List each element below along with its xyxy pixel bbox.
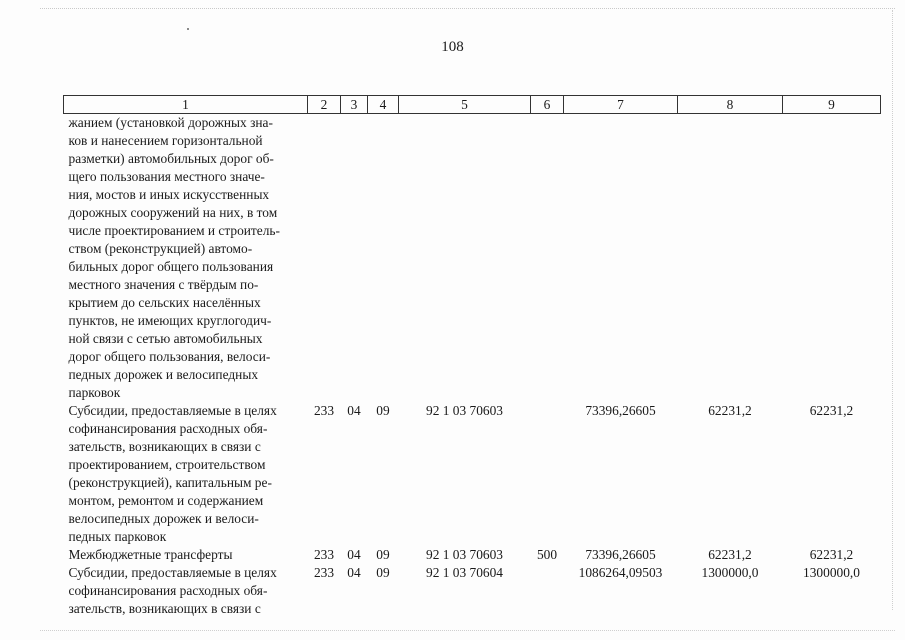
cell-subsection: 09 [376, 403, 390, 418]
row-description: Субсидии, предоставляемые в целях софинансирования расходных обя- зательств, возникающих в связи с [68, 565, 277, 616]
budget-table [63, 95, 881, 618]
row-description: жанием (установкой дорожных зна- ков и нанесением горизонтальной разметки) автомобильных дорог об- щего пользования местного значе- ния, мостов и иных искусственных дорожных сооружений на них, в том числе проектированием и строитель- ством (реконструкцией) автомо- бильных дорог общего пользования местного значения с твёрдым по- крытием до сельских населённых пунктов, не имеющих круглогодич- ной связи с сетью автомобильных дорог общего пользования, велоси- педных дорожек и велосипедных парковок [68, 115, 280, 400]
cell-section [341, 114, 368, 403]
cell-target-article: 92 1 03 70604 [426, 565, 503, 580]
cell-amount-col7: 73396,26605 [585, 403, 656, 418]
cell-ministry-code: 233 [313, 403, 335, 418]
cell-amount-col8 [678, 114, 783, 403]
cell-amount-col7: 73396,26605 [585, 547, 656, 562]
scan-speck [187, 28, 189, 30]
table-row [64, 546, 881, 564]
scan-edge-right [892, 10, 894, 610]
column-header: 6 [531, 96, 564, 114]
column-header: 3 [341, 96, 368, 114]
cell-section: 04 [347, 547, 361, 562]
table-row [64, 564, 881, 618]
column-header: 9 [783, 96, 881, 114]
cell-subsection: 09 [376, 565, 390, 580]
cell-section: 04 [347, 565, 361, 580]
column-header: 7 [564, 96, 678, 114]
table-header-row [64, 96, 881, 114]
cell-amount-col9 [783, 114, 881, 403]
cell-amount-col9: 62231,2 [809, 547, 854, 562]
cell-amount-col9: 1300000,0 [803, 565, 860, 580]
cell-ministry-code: 233 [313, 565, 335, 580]
cell-expense-type [531, 114, 564, 403]
column-header: 8 [678, 96, 783, 114]
table-row [64, 402, 881, 546]
cell-amount-col7: 1086264,09503 [578, 565, 663, 580]
cell-amount-col8: 62231,2 [708, 403, 752, 418]
cell-target-article: 92 1 03 70603 [426, 547, 503, 562]
cell-expense-type: 500 [536, 547, 558, 562]
column-header: 2 [308, 96, 341, 114]
scan-edge-top [40, 8, 895, 11]
cell-amount-col7 [564, 114, 678, 403]
cell-target-article: 92 1 03 70603 [426, 403, 503, 418]
column-header: 4 [368, 96, 399, 114]
cell-expense-type [531, 402, 564, 546]
page-number: 108 [441, 39, 464, 55]
cell-subsection: 09 [376, 547, 390, 562]
row-description: Межбюджетные трансферты [68, 547, 233, 562]
cell-amount-col8: 62231,2 [708, 547, 752, 562]
cell-expense-type [531, 564, 564, 618]
cell-ministry-code: 233 [313, 547, 335, 562]
table-row [64, 114, 881, 403]
cell-section: 04 [347, 403, 361, 418]
cell-subsection [368, 114, 399, 403]
row-description: Субсидии, предоставляемые в целях софинансирования расходных обя- зательств, возникающих в связи с проектированием, строительством (реконструкцией), капитальным ре- монтом, ремонтом и содержанием велосипедных дорожек и велоси- педных парковок [68, 403, 277, 544]
column-header: 5 [399, 96, 531, 114]
cell-amount-col9: 62231,2 [809, 403, 854, 418]
cell-ministry-code [308, 114, 341, 403]
cell-amount-col8: 1300000,0 [701, 565, 759, 580]
column-header: 1 [64, 96, 308, 114]
scan-edge-bottom [40, 630, 895, 633]
cell-target-article [399, 114, 531, 403]
